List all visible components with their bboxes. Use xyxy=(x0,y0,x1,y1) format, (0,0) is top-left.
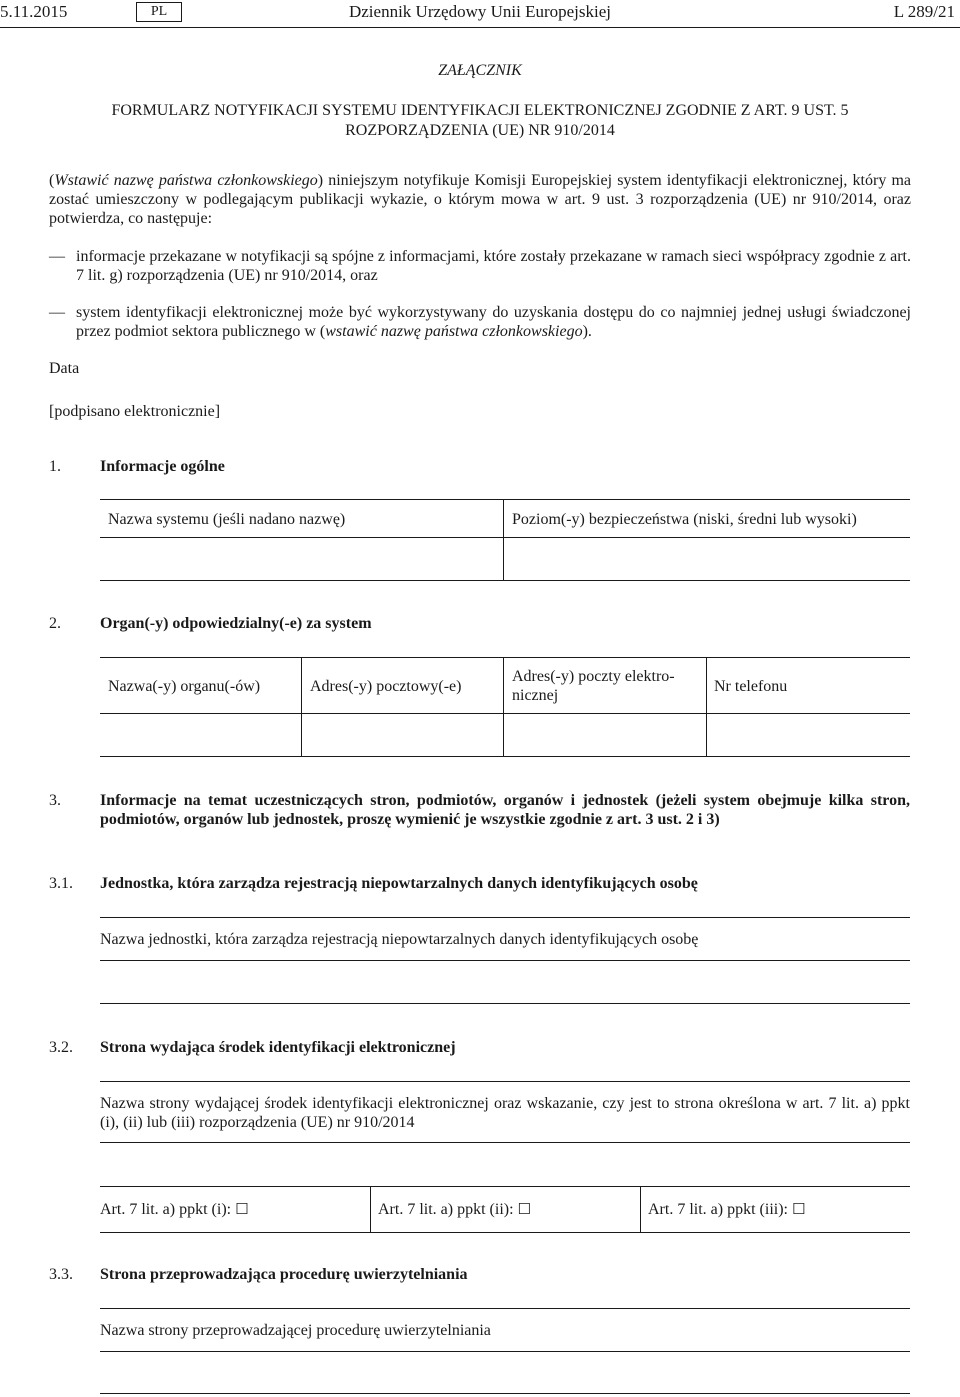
checkbox-icon[interactable]: ☐ xyxy=(517,1200,531,1218)
section-1-title: Informacje ogólne xyxy=(100,458,225,475)
phone-number-cell[interactable] xyxy=(707,714,910,756)
section-3-title: Informacje na temat uczestniczących stron, podmiotów, organów i jednostek (jeżeli system obejmuje kilka stron, podmiotów, organów lub jednostek, proszę wymienić je wszystkie zgodnie z art. 3 ust. 2 i 3) xyxy=(100,792,910,828)
section-3-number: 3. xyxy=(49,792,61,809)
section-2-number: 2. xyxy=(49,615,61,632)
issuing-party-header: Nazwa strony wydającej środek identyfikacji elektronicznej oraz wskazanie, czy jest to strona określona w art. 7 lit. a) ppkt (i), (ii) lub (iii) rozporządzenia (UE) nr 910/2014 xyxy=(100,1095,910,1131)
form-title xyxy=(0,101,960,141)
authentication-party-header: Nazwa strony przeprowadzającej procedurę uwierzytelniania xyxy=(100,1322,491,1339)
page-reference: L 289/21 xyxy=(893,2,955,21)
issuing-party-cell[interactable] xyxy=(100,1143,910,1186)
authentication-party-cell[interactable] xyxy=(100,1352,910,1393)
phone-number-header: Nr telefonu xyxy=(714,678,788,695)
masthead xyxy=(0,0,960,30)
table-rule xyxy=(100,1186,910,1187)
table-rule xyxy=(100,1232,910,1233)
option-ppkt-i[interactable] xyxy=(100,1200,249,1219)
journal-title: Dziennik Urzędowy Unii Europejskiej xyxy=(348,2,611,21)
form-title-line-1: FORMULARZ NOTYFIKACJI SYSTEMU IDENTYFIKACJI ELEKTRONICZNEJ ZGODNIE Z ART. 9 UST. 5 xyxy=(111,102,849,119)
section-2-title: Organ(-y) odpowiedzialny(-e) za system xyxy=(100,615,372,632)
intro-paragraph xyxy=(49,171,911,228)
table-rule xyxy=(100,1081,910,1082)
bullet-dash: — xyxy=(49,248,65,265)
option-label: Art. 7 lit. a) ppkt (i): xyxy=(100,1201,232,1218)
table-rule xyxy=(100,1308,910,1309)
table-rule xyxy=(100,917,910,918)
bullet-dash: — xyxy=(49,304,65,321)
section-3-1-title: Jednostka, która zarządza rejestracją niepowtarzalnych danych identyfikujących osobę xyxy=(100,875,698,892)
masthead-rule xyxy=(0,27,960,28)
postal-address-header: Adres(-y) pocztowy(-e) xyxy=(310,678,462,695)
authority-name-cell[interactable] xyxy=(100,714,301,756)
annex-title: ZAŁĄCZNIK xyxy=(438,62,522,79)
registration-entity-header: Nazwa jednostki, która zarządza rejestracją niepowtarzalnych danych identyfikujących osobę xyxy=(100,931,699,948)
table-divider xyxy=(370,1186,371,1232)
signed-label: [podpisano elektronicznie] xyxy=(49,403,221,420)
table-divider xyxy=(640,1186,641,1232)
email-address-header: Adres(-y) poczty elektro- nicznej xyxy=(512,668,675,704)
table-rule xyxy=(100,580,910,581)
table-rule xyxy=(100,756,910,757)
option-ppkt-ii[interactable] xyxy=(378,1200,531,1219)
table-rule xyxy=(100,1393,910,1394)
checkbox-icon[interactable]: ☐ xyxy=(235,1200,249,1218)
bullet-text: informacje przekazane w notyfikacji są spójne z informacjami, które zostały przekazane w ramach sieci współpracy zgodnie z art. 7 lit. g) rozporządzenia (UE) nr 910/2014, oraz xyxy=(76,248,911,284)
table-rule xyxy=(100,499,910,500)
section-1-number: 1. xyxy=(49,458,61,475)
assurance-level-header: Poziom(-y) bezpieczeństwa (niski, średni lub wysoki) xyxy=(512,511,857,528)
intro-text: ) niniejszym notyfikuje Komisji Europejskiej system identyfikacji elektronicznej, który ma zostać umieszczony w podlegającym publikacji wykazie, o którym mowa w art. 9 ust. 3 rozporządzenia (UE) nr 910/2014, oraz potwierdza, co następuje: xyxy=(49,172,912,227)
postal-address-cell[interactable] xyxy=(302,714,503,756)
option-label: Art. 7 lit. a) ppkt (ii): xyxy=(378,1201,514,1218)
section-3-1-number: 3.1. xyxy=(49,875,73,892)
form-title-line-2: ROZPORZĄDZENIA (UE) NR 910/2014 xyxy=(345,122,615,139)
section-3-3-title: Strona przeprowadzająca procedurę uwierzytelniania xyxy=(100,1266,468,1283)
option-label: Art. 7 lit. a) ppkt (iii): xyxy=(648,1201,788,1218)
registration-entity-cell[interactable] xyxy=(100,961,910,1003)
option-ppkt-iii[interactable] xyxy=(648,1200,805,1219)
language-badge: PL xyxy=(136,2,182,22)
intro-placeholder: Wstawić nazwę państwa członkowskiego xyxy=(54,172,318,189)
publication-date: 5.11.2015 xyxy=(0,2,68,21)
date-label: Data xyxy=(49,360,80,377)
table-rule xyxy=(100,1003,910,1004)
bullet-text: system identyfikacji elektronicznej może być wykorzystywany do uzyskania dostępu do co najmniej jednej usługi świadczonej przez podmiot sektora publicznego w (wstawić nazwę państwa członkowskiego). xyxy=(76,304,911,340)
checkbox-icon[interactable]: ☐ xyxy=(791,1200,806,1218)
section-3-2-number: 3.2. xyxy=(49,1039,73,1056)
authority-name-header: Nazwa(-y) organu(-ów) xyxy=(108,678,261,695)
section-3-3-number: 3.3. xyxy=(49,1266,73,1283)
assurance-level-cell[interactable] xyxy=(504,538,910,580)
email-address-cell[interactable] xyxy=(504,714,706,756)
system-name-header: Nazwa systemu (jeśli nadano nazwę) xyxy=(108,511,346,528)
section-3-2-title: Strona wydająca środek identyfikacji elektronicznej xyxy=(100,1039,456,1056)
intro-open-paren: ( xyxy=(49,172,55,189)
table-rule xyxy=(100,657,910,658)
system-name-cell[interactable] xyxy=(100,538,503,580)
